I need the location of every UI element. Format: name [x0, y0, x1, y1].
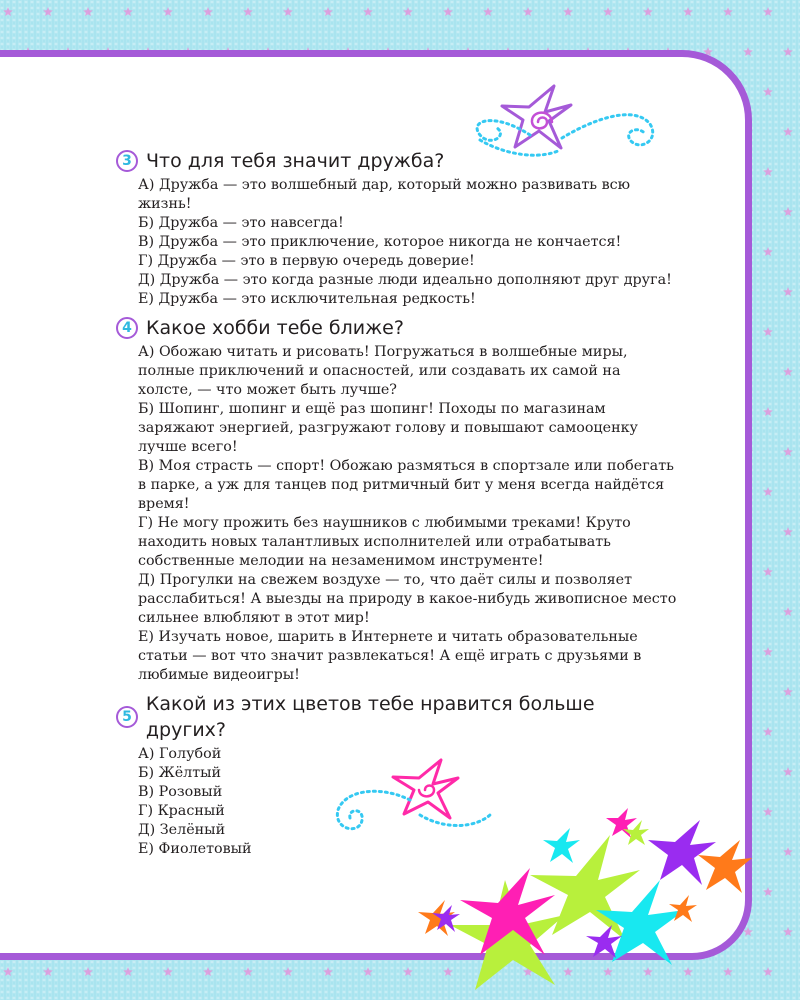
answer-option: Б) Жёлтый — [138, 765, 222, 781]
answer-option: В) Дружба — это приключение, которое никогда не кончается! — [138, 234, 622, 250]
question-title: Что для тебя значит дружба? — [146, 150, 445, 172]
background-star-icon — [763, 727, 773, 736]
background-star-icon — [763, 7, 773, 16]
background-star-icon — [243, 967, 253, 976]
background-star-icon — [283, 7, 293, 16]
background-star-icon — [783, 607, 793, 616]
background-star-icon — [603, 7, 613, 16]
answer-option: Е) Дружба — это исключительная редкость! — [138, 291, 476, 307]
answer-option: А) Дружба — это волшебный дар, который можно развивать всю жизнь! — [138, 177, 631, 212]
question-heading — [118, 148, 678, 174]
background-star-icon — [643, 7, 653, 16]
background-star-icon — [403, 967, 413, 976]
background-star-icon — [783, 287, 793, 296]
background-star-icon — [523, 7, 533, 16]
background-star-icon — [763, 87, 773, 96]
answer-option: Г) Не могу прожить без наушников с любимыми треками! Круто находить новых талантливых исполнителей или отрабатывать собственные мелодии на незаменимом инструменте! — [138, 515, 631, 569]
background-star-icon — [683, 967, 693, 976]
answer-list — [138, 343, 678, 685]
background-star-icon — [203, 7, 213, 16]
question-3 — [118, 148, 678, 309]
answer-option: А) Голубой — [138, 746, 222, 762]
background-star-icon — [123, 967, 133, 976]
background-star-icon — [563, 7, 573, 16]
background-star-icon — [783, 207, 793, 216]
answer-list — [138, 176, 678, 309]
background-star-icon — [243, 7, 253, 16]
question-title: Какое хобби тебе ближе? — [146, 317, 404, 339]
background-star-icon — [723, 967, 733, 976]
background-star-icon — [783, 527, 793, 536]
background-star-icon — [523, 967, 533, 976]
background-star-icon — [783, 927, 793, 936]
background-star-icon — [363, 7, 373, 16]
background-star-icon — [763, 327, 773, 336]
question-4 — [118, 315, 678, 685]
background-star-icon — [323, 7, 333, 16]
background-star-icon — [783, 367, 793, 376]
background-star-icon — [783, 767, 793, 776]
answer-option: Г) Дружба — это в первую очередь доверие! — [138, 253, 475, 269]
answer-option: Е) Фиолетовый — [138, 841, 252, 857]
background-star-icon — [483, 7, 493, 16]
background-star-icon — [763, 167, 773, 176]
background-star-icon — [763, 487, 773, 496]
background-star-icon — [763, 647, 773, 656]
answer-option: А) Обожаю читать и рисовать! Погружаться в волшебные миры, полные приключений и опасностей, или создавать их самой на холсте, — что может быть лучше? — [138, 344, 628, 398]
answer-option: Г) Красный — [138, 803, 225, 819]
answer-list — [138, 745, 678, 859]
background-star-icon — [723, 7, 733, 16]
background-star-icon — [83, 967, 93, 976]
background-star-icon — [763, 807, 773, 816]
background-star-icon — [783, 687, 793, 696]
background-star-icon — [763, 887, 773, 896]
background-star-icon — [683, 7, 693, 16]
question-number-badge: 4 — [116, 317, 138, 339]
answer-option: В) Розовый — [138, 784, 223, 800]
answer-option: Б) Шопинг, шопинг и ещё раз шопинг! Походы по магазинам заряжают энергией, разгружают голову и повышают самооценку лучше всего! — [138, 401, 638, 455]
question-number-badge: 3 — [116, 150, 138, 172]
background-star-icon — [403, 7, 413, 16]
background-star-icon — [123, 7, 133, 16]
background-star-icon — [783, 847, 793, 856]
question-number-badge: 5 — [116, 706, 138, 728]
answer-option: Д) Зелёный — [138, 822, 226, 838]
background-star-icon — [3, 7, 13, 16]
background-star-icon — [783, 47, 793, 56]
background-star-icon — [203, 967, 213, 976]
background-star-icon — [3, 967, 13, 976]
background-star-icon — [363, 967, 373, 976]
background-star-icon — [43, 7, 53, 16]
background-star-icon — [763, 247, 773, 256]
answer-option: Б) Дружба — это навсегда! — [138, 215, 344, 231]
background-star-icon — [763, 407, 773, 416]
background-star-icon — [443, 7, 453, 16]
answer-option: Д) Прогулки на свежем воздухе — то, что даёт силы и позволяет расслабиться! А выезды на природу в какое-нибудь живописное место сильнее влюбляют в этот мир! — [138, 572, 677, 626]
question-heading — [118, 691, 678, 743]
answer-option: Д) Дружба — это когда разные люди идеально дополняют друг друга! — [138, 272, 672, 288]
background-star-icon — [763, 967, 773, 976]
background-star-icon — [83, 7, 93, 16]
background-star-icon — [323, 967, 333, 976]
question-title: Какой из этих цветов тебе нравится больше других? — [145, 693, 595, 741]
background-star-icon — [43, 967, 53, 976]
background-star-icon — [443, 967, 453, 976]
background-star-icon — [563, 967, 573, 976]
background-star-icon — [603, 967, 613, 976]
answer-option: Е) Изучать новое, шарить в Интернете и читать образовательные статьи — вот что значит развлекаться! А ещё играть с друзьями в любимые видеоигры! — [138, 629, 642, 683]
answer-option: В) Моя страсть — спорт! Обожаю размяться в спортзале или побегать в парке, а уж для танцев под ритмичный бит у меня всегда найдётся время! — [138, 458, 674, 512]
background-star-icon — [763, 567, 773, 576]
background-star-icon — [743, 47, 753, 56]
background-star-icon — [483, 967, 493, 976]
background-star-icon — [163, 967, 173, 976]
question-5 — [118, 691, 678, 859]
background-star-icon — [783, 127, 793, 136]
question-heading — [118, 315, 678, 341]
background-star-icon — [643, 967, 653, 976]
background-star-icon — [283, 967, 293, 976]
background-star-icon — [783, 447, 793, 456]
quiz-content — [118, 148, 678, 865]
background-star-icon — [163, 7, 173, 16]
